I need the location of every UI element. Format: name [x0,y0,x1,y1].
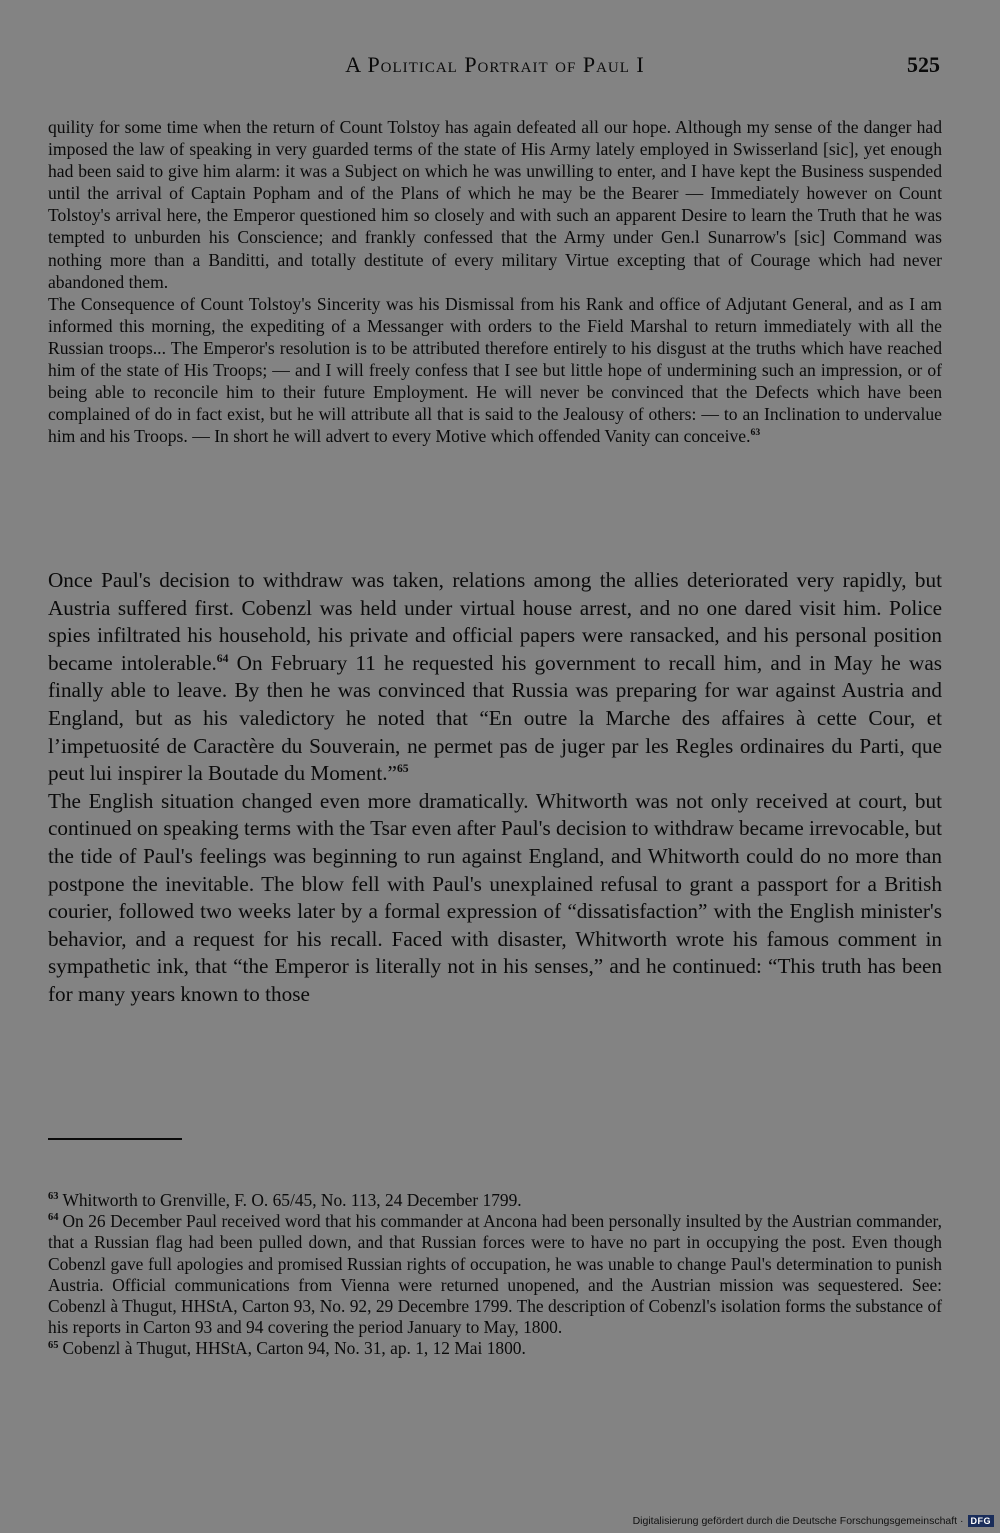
quote-paragraph [48,116,942,293]
footnote [48,1211,942,1338]
credit-text: Digitalisierung gefördert durch die Deutsche Forschungsgemeinschaft · [632,1515,964,1527]
footnote-number: 64 [48,1212,59,1224]
block-quote [48,116,942,447]
dfg-logo-icon: DFG [968,1515,995,1527]
quote-paragraph-text: The Consequence of Count Tolstoy's Sincerity was his Dismissal from his Rank and office of Adjutant General, and as I am informed this morning, the expediting of a Messanger with orders to the Field Marshal to return immediately with all the Russian troops... The Emperor's resolution is to be attributed therefore entirely to his disgust at the truths which have reached him of the state of His Troops; — and I will freely confess that I see but little hope of undermining such an impression, or of being able to reconcile him to their future Employment. He will never be convinced that the Defects which have been complained of do in fact exist, but he will attribute all that is said to the Jealousy of others: — to an Inclination to undervalue him and his Troops. — In short he will advert to every Motive which offended Vanity can conceive. [48,293,942,447]
footnote-number: 65 [48,1339,59,1351]
footnote-text: Whitworth to Grenville, F. O. 65/45, No. 113, 24 December 1799. [62,1190,522,1210]
body-paragraph [48,788,942,1009]
footnote-ref[interactable]: 64 [216,651,229,665]
body-paragraph-text: Once Paul's decision to withdraw was taken, relations among the allies deteriorated very rapidly, but Austria suffered first. Cobenzl was held under virtual house arrest, and no one dared visit him. Police spies infiltrated his household, his private and official papers were ransacked, and his personal position became intolerable. [48,568,942,675]
footnote-text: Cobenzl à Thugut, HHStA, Carton 94, No. 31, ap. 1, 12 Mai 1800. [62,1338,526,1359]
footnote-ref[interactable]: 63 [750,427,761,439]
footnote-text: On 26 December Paul received word that his commander at Ancona had been personally insulted by the Austrian commander, that a Russian flag had been pulled down, and that Russian forces were to have no part in occupying the post. Even though Cobenzl gave full apologies and promised Russian rights of occupation, he was unable to change Paul's determination to punish Austria. Official communications from Vienna were returned unopened, and the Austrian mission was sequestered. See: Cobenzl à Thugut, HHStA, Carton 93, No. 92, 29 Decembre 1799. The description of Cobenzl's isolation forms the substance of his reports in Carton 93 and 94 covering the period January to May, 1800. [48,1211,942,1338]
quote-paragraph [48,293,942,448]
footnotes [48,1190,942,1360]
page-number: 525 [907,52,940,77]
body-paragraph [48,567,942,788]
body-paragraph-text: On February 11 he requested his government to recall him, and in May he was finally able to leave. By then he was convinced that Russia was preparing for war against Austria and England, but as his valedictory he noted that “En outre la Marche des affaires à cette Cour, et l’impetuosité de Caractère du Souverain, ne permet pas de juger par les Regles ordinaires du Parti, que peut lui inspirer la Boutade du Moment.” [48,650,942,786]
page-header [48,52,942,82]
footnote-divider [48,1138,182,1140]
footnote [48,1190,942,1211]
body-paragraph-text: The English situation changed even more dramatically. Whitworth was not only received at court, but continued on speaking terms with the Tsar even after Paul's decision to withdraw became irrevocable, but the tide of Paul's feelings was beginning to run against England, and Whitworth could do no more than postpone the inevitable. The blow fell with Paul's unexplained refusal to grant a passport for a British courier, followed two weeks later by a formal expression of “dissatisfaction” with the English minister's behavior, and a request for his recall. Faced with disaster, Whitworth wrote his famous comment in sympathetic ink, that “the Emperor is literally not in his senses,” and he continued: “This truth has been for many years known to those [48,788,942,1006]
quote-paragraph-text: quility for some time when the return of Count Tolstoy has again defeated all our hope. Although my sense of the danger had imposed the law of speaking in very guarded terms of the state of His Army lately employed in Swisserland [sic], yet enough had been said to give him alarm: it was a Subject on which he was unwilling to enter, and I have kept the Business suspended until the arrival of Captain Popham and of the Plans of which he may be the Bearer — Immediately however on Count Tolstoy's arrival here, the Emperor questioned him so closely and with such an apparent Desire to learn the Truth that he was tempted to unburden his Conscience; and frankly confessed that the Army under Gen.l Sunarrow's [sic] Command was nothing more than a Banditti, and totally destitute of every military Virtue excepting that of Courage which had never abandoned them. [48,117,942,292]
digitization-credit [633,1515,994,1527]
footnote-ref[interactable]: 65 [396,762,409,776]
body-text [48,567,942,1009]
running-title: A Political Portrait of Paul I [345,52,645,77]
footnote-number: 63 [48,1191,59,1203]
footnote [48,1338,942,1359]
